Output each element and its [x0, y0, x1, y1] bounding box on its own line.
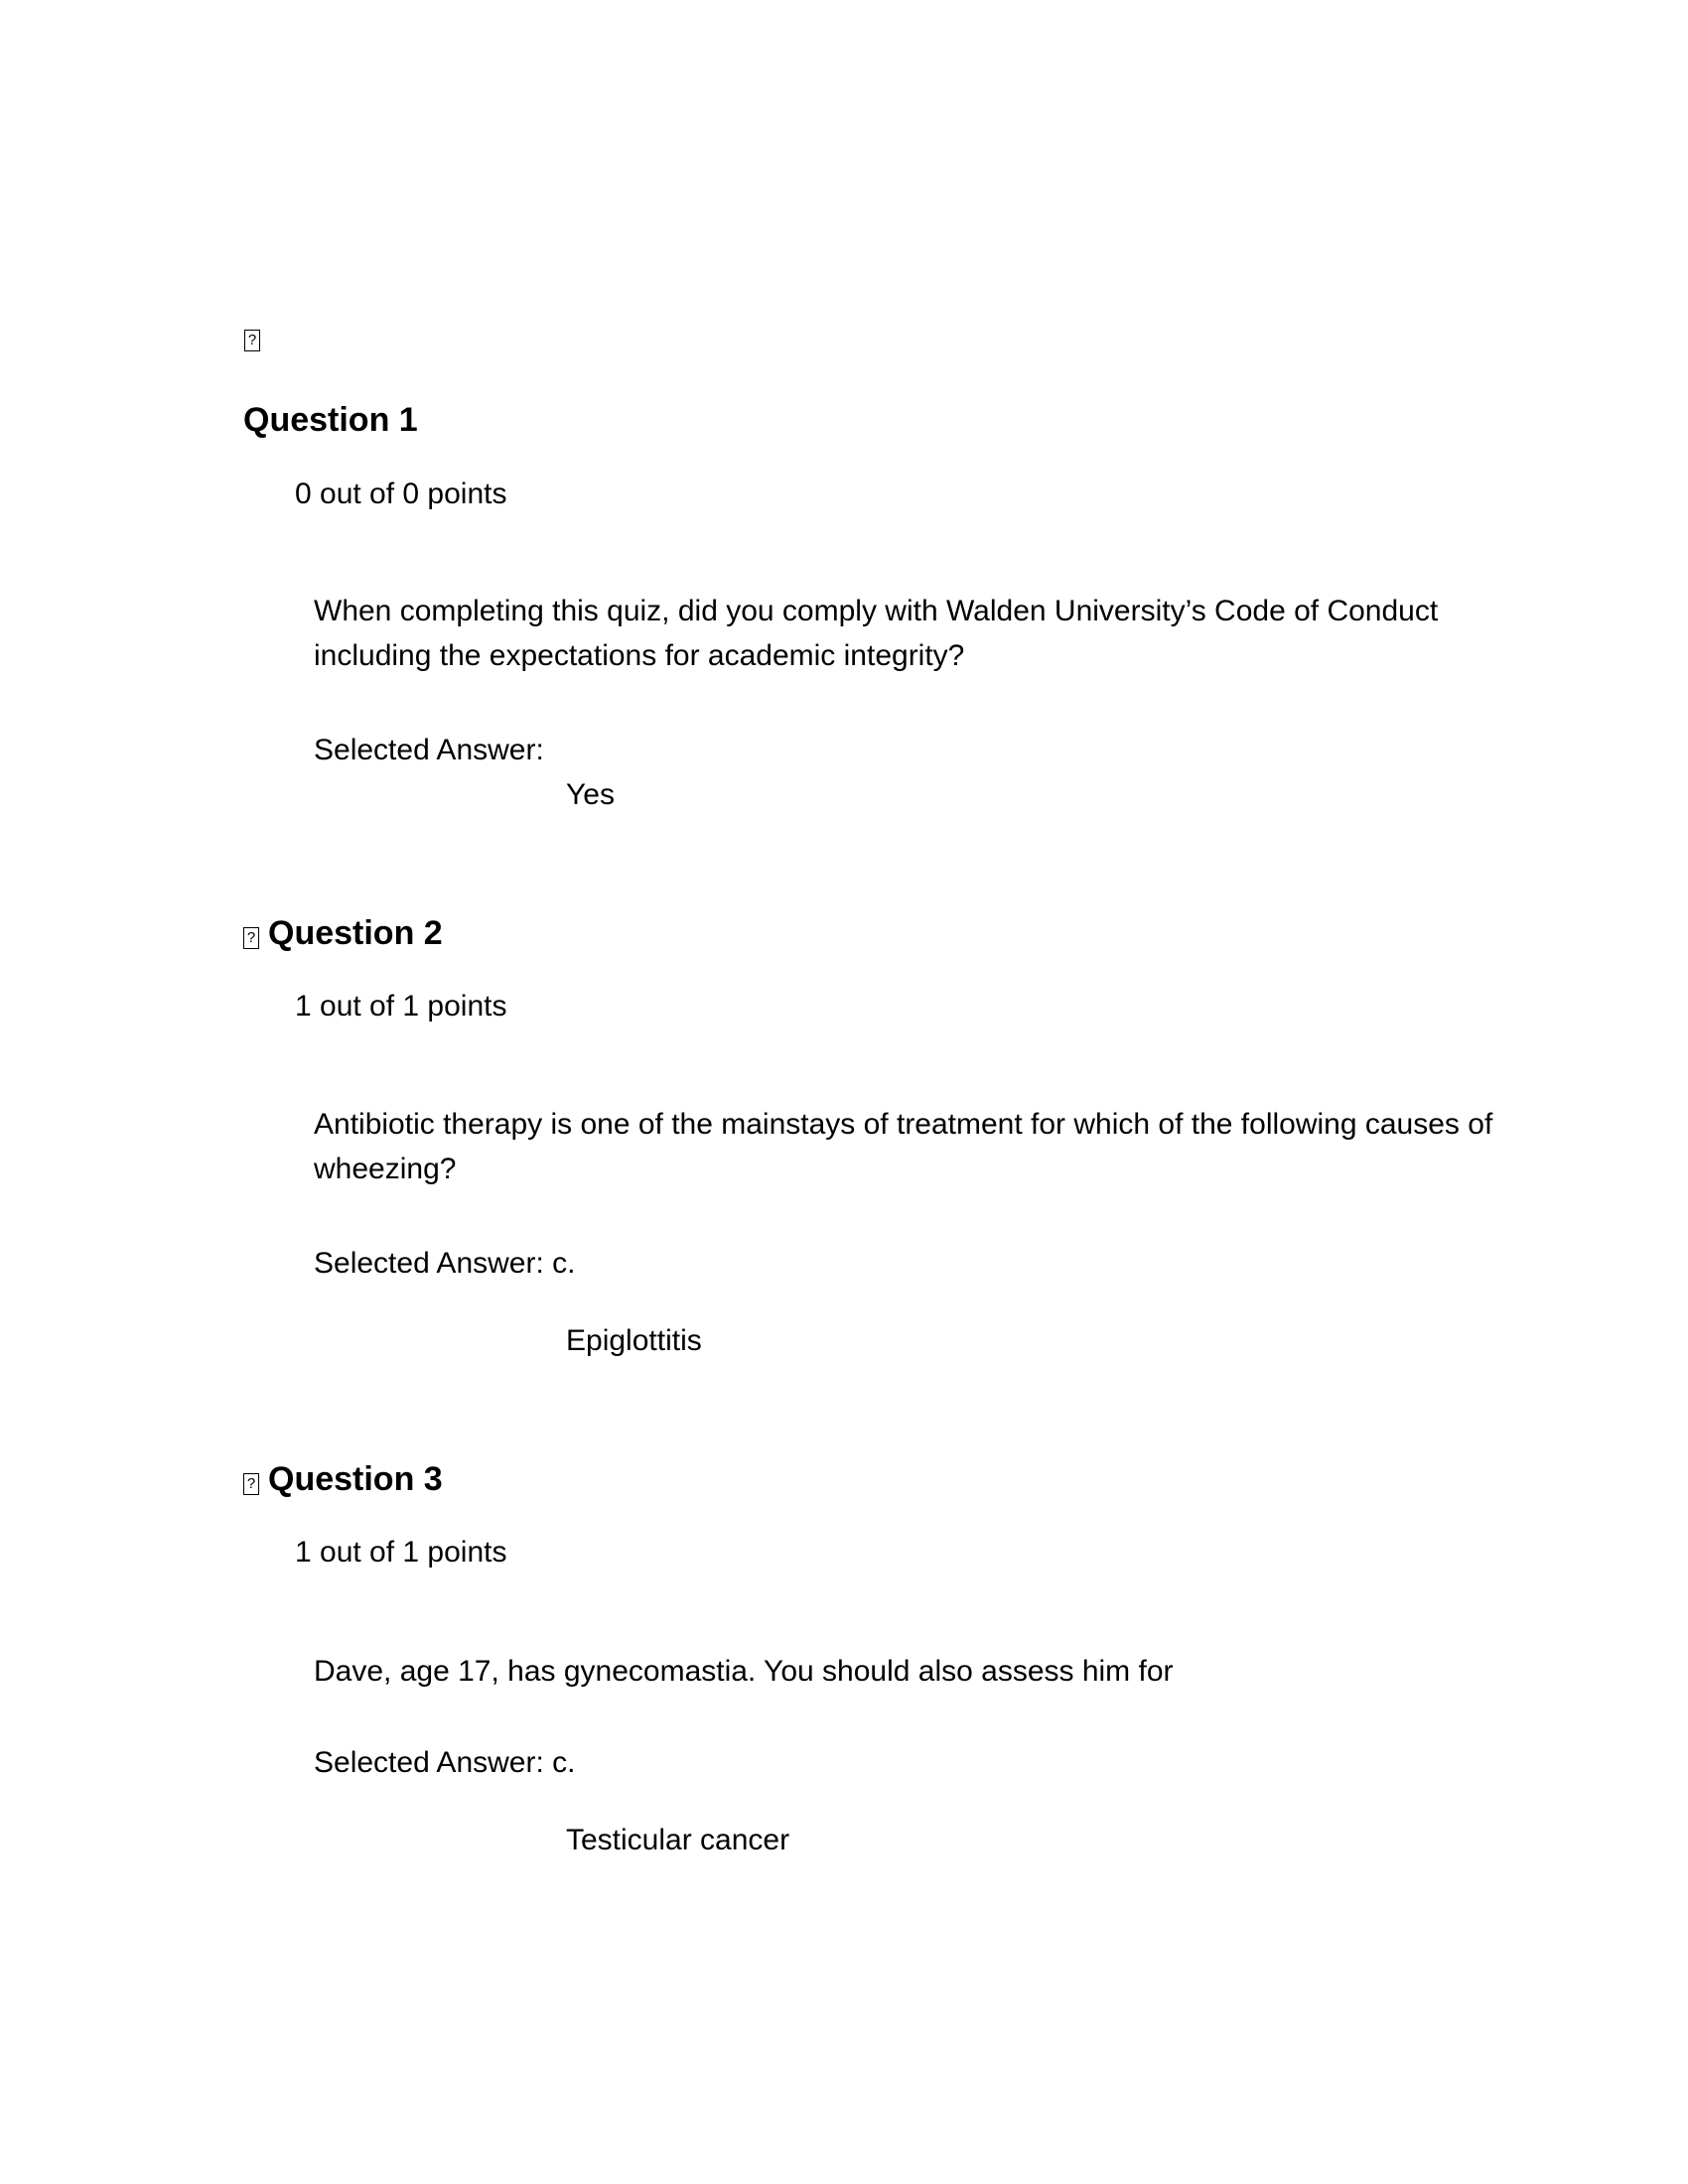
question-title-text: Question 2 — [268, 914, 443, 952]
selected-answer-value: Yes — [566, 778, 615, 811]
missing-glyph-icon: ? — [243, 927, 259, 949]
question-title — [243, 1459, 443, 1499]
missing-glyph-icon: ? — [244, 330, 260, 351]
selected-answer-label: Selected Answer: c. — [314, 1746, 576, 1779]
question-title — [243, 913, 443, 953]
question-text: Antibiotic therapy is one of the mainstays of treatment for which of the following causes of wheezing? — [314, 1108, 1493, 1185]
question-text: Dave, age 17, has gynecomastia. You should also assess him for — [314, 1655, 1174, 1688]
question-title: Question 1 — [243, 401, 418, 439]
question-points: 1 out of 1 points — [295, 1536, 507, 1569]
question-points: 1 out of 1 points — [295, 990, 507, 1023]
question-text: When completing this quiz, did you comply with Walden University’s Code of Conduct including the expectations for academic integrity? — [314, 595, 1439, 672]
selected-answer-label: Selected Answer: c. — [314, 1247, 576, 1280]
selected-answer-value: Testicular cancer — [566, 1824, 790, 1856]
selected-answer-label: Selected Answer: — [314, 734, 544, 766]
question-title-text: Question 3 — [268, 1460, 443, 1498]
question-points: 0 out of 0 points — [295, 478, 507, 510]
selected-answer-value: Epiglottitis — [566, 1324, 702, 1357]
missing-glyph-icon: ? — [243, 1473, 259, 1495]
